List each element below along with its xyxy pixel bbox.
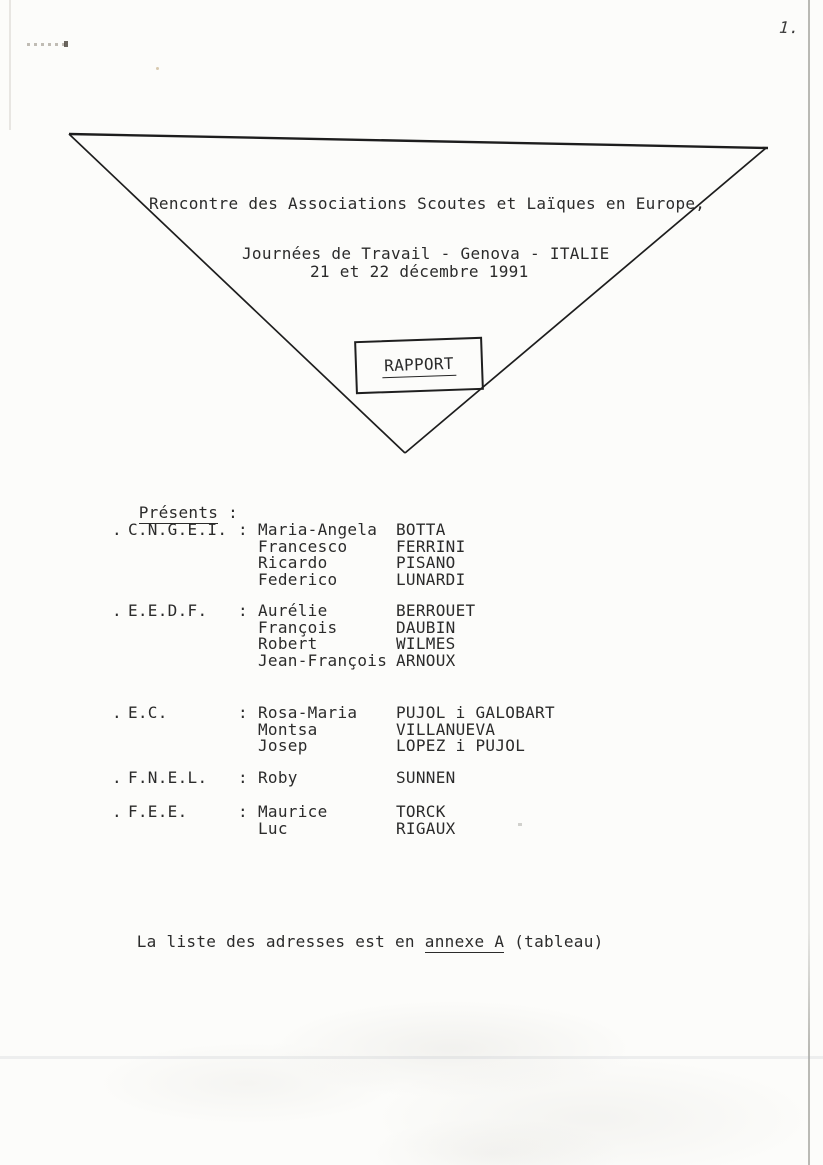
banner-title: Rencontre des Associations Scoutes et Laïques en Europe, (149, 194, 706, 213)
colon-cell: : (238, 520, 248, 539)
bullet-dot: . (112, 520, 122, 539)
last-name: LUNARDI (396, 569, 466, 589)
last-name: ARNOUX (396, 650, 456, 670)
org-cell (112, 620, 238, 637)
report-title-box (354, 337, 484, 394)
banner-subtitle: Journées de Travail - Genova - ITALIE (242, 244, 610, 263)
attendee-group (112, 770, 456, 787)
last-name: FERRINI (396, 536, 466, 556)
colon-cell (238, 620, 258, 637)
annexe-a-reference: annexe A (424, 932, 505, 951)
footer-text-pre: La liste des adresses est en (136, 932, 425, 951)
presents-label: Présents (138, 503, 219, 522)
colon-cell: : (238, 802, 248, 821)
attendee-group (112, 603, 475, 669)
org-cell (112, 804, 238, 821)
org-cell (112, 738, 238, 755)
last-name: PISANO (396, 553, 456, 573)
last-name: LOPEZ i PUJOL (396, 736, 526, 756)
colon-cell (238, 821, 258, 838)
colon-cell (238, 572, 258, 589)
colon-cell (238, 555, 258, 572)
first-name: Aurélie (258, 601, 328, 620)
org-cell (112, 572, 238, 589)
last-name: DAUBIN (396, 617, 456, 637)
colon-cell (238, 722, 258, 739)
org-label: E.C. (127, 703, 168, 722)
attendee-group (112, 522, 466, 588)
page-number: 1. (776, 17, 803, 38)
first-name: Francesco (258, 536, 348, 556)
bullet-dot: . (112, 802, 122, 821)
first-name: Luc (258, 818, 288, 838)
org-cell (112, 821, 238, 838)
footer-note (97, 913, 604, 970)
colon-cell: : (238, 768, 248, 787)
org-label: E.E.D.F. (127, 601, 208, 620)
org-label: F.N.E.L. (127, 768, 208, 787)
first-name: Montsa (258, 719, 318, 739)
org-cell (112, 539, 238, 556)
colon-cell: : (238, 601, 248, 620)
bullet-dot: . (112, 703, 122, 722)
org-cell (112, 522, 238, 539)
org-cell (112, 705, 238, 722)
last-name: PUJOL i GALOBART (396, 703, 555, 722)
colon-cell: : (238, 703, 248, 722)
org-cell (112, 653, 238, 670)
org-cell (112, 722, 238, 739)
attendee-group (112, 804, 456, 837)
org-label: F.E.E. (127, 802, 188, 821)
last-name: TORCK (396, 802, 446, 821)
last-name: VILLANUEVA (396, 719, 496, 739)
org-label: C.N.G.E.I. (127, 520, 228, 539)
first-name: Josep (258, 736, 308, 756)
colon-cell (238, 539, 258, 556)
colon-cell (238, 653, 258, 670)
presents-colon: : (218, 503, 239, 522)
first-name: Ricardo (258, 553, 328, 573)
last-name: WILMES (396, 634, 456, 654)
attendee-group (112, 705, 555, 755)
org-cell (112, 603, 238, 620)
footer-text-post: (tableau) (504, 932, 604, 951)
last-name: RIGAUX (396, 818, 456, 838)
banner-date: 21 et 22 décembre 1991 (310, 262, 529, 281)
last-name: BERROUET (396, 601, 476, 620)
report-title: RAPPORT (382, 353, 456, 378)
first-name: Roby (258, 768, 298, 787)
colon-cell (238, 738, 258, 755)
last-name: SUNNEN (396, 768, 456, 787)
org-cell (112, 636, 238, 653)
first-name: Maria-Angela (258, 520, 378, 539)
first-name: Jean-François (258, 650, 388, 670)
last-name: BOTTA (396, 520, 446, 539)
colon-cell (238, 636, 258, 653)
first-name: François (258, 617, 338, 637)
org-cell (112, 555, 238, 572)
first-name: Rosa-Maria (258, 703, 358, 722)
bullet-dot: . (112, 601, 122, 620)
bullet-dot: . (112, 768, 122, 787)
first-name: Robert (258, 634, 318, 654)
first-name: Federico (258, 569, 338, 589)
first-name: Maurice (258, 802, 328, 821)
org-cell (112, 770, 238, 787)
